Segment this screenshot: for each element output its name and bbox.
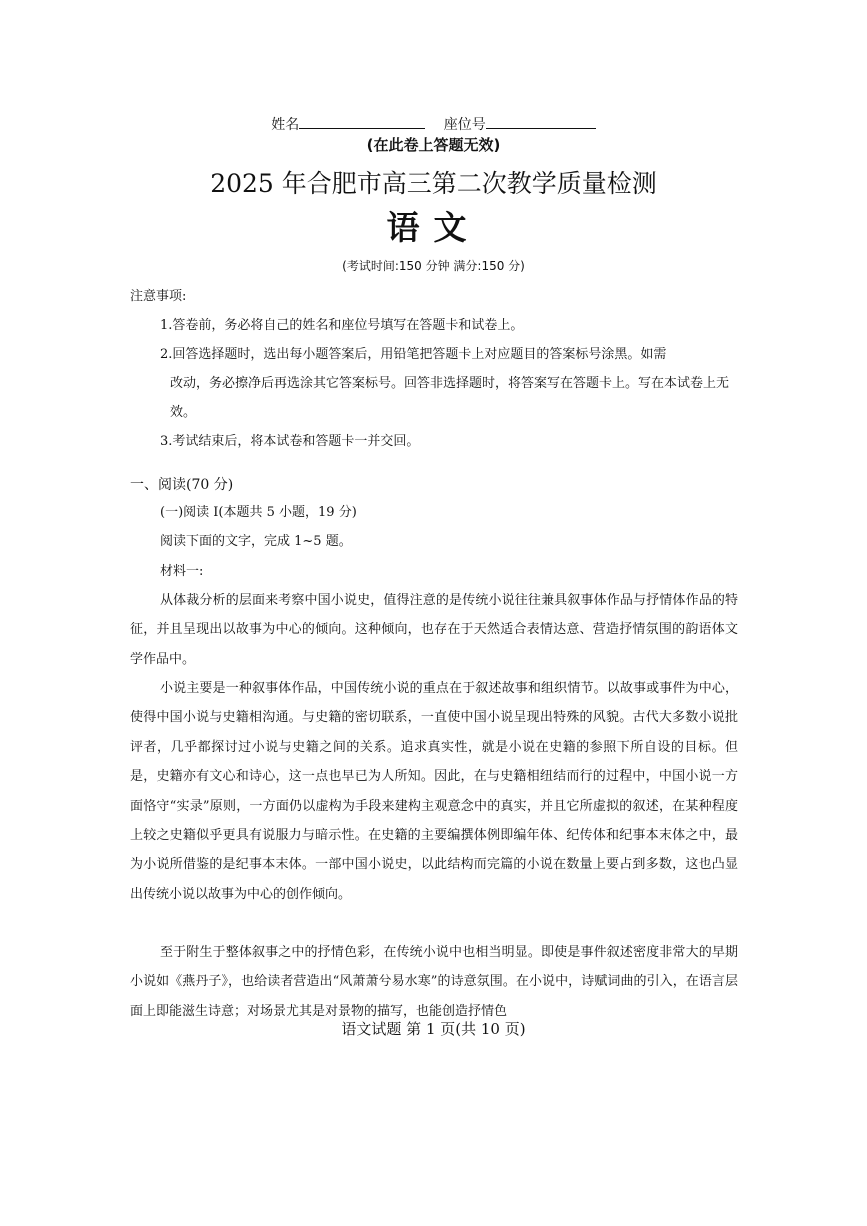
exam-title: 2025 年合肥市高三第二次教学质量检测: [210, 169, 657, 198]
paragraph: 从体裁分析的层面来考察中国小说史，值得注意的是传统小说往往兼具叙事体作品与抒情体作品的特征，并且呈现出以故事为中心的倾向。这种倾向，也存在于天然适合表情达意、营造抒情氛围的韵语体文学作品中。: [130, 593, 738, 667]
invalid-note: (在此卷上答题无效): [366, 136, 501, 154]
note-item-1: [160, 311, 745, 340]
name-blank: [299, 114, 425, 129]
exam-info: (考试时间:150 分钟 满分:150 分): [342, 259, 525, 273]
material-label: 材料一:: [160, 564, 204, 579]
note-text: 2.回答选择题时，选出每小题答案后，用铅笔把答题卡上对应题目的答案标号涂黑。如需: [160, 347, 667, 362]
subject-title: 语文: [386, 208, 481, 247]
candidate-info-line: [0, 114, 867, 135]
page-footer: 语文试题 第 1 页(共 10 页): [341, 1020, 526, 1038]
seat-blank: [486, 114, 596, 129]
reading-instruction: 阅读下面的文字，完成 1~5 题。: [160, 534, 352, 549]
paragraph: 至于附生于整体叙事之中的抒情色彩，在传统小说中也相当明显。即使是事件叙述密度非常大的早期小说如《燕丹子》，也给读者营造出“风萧萧兮易水寒”的诗意氛围。在小说中，诗赋词曲的引入，在语言层面上即能滋生诗意；对场景尤其是对景物的描写，也能创造抒情色: [130, 945, 738, 1019]
seat-label: 座位号: [443, 117, 486, 133]
paragraph: 小说主要是一种叙事体作品，中国传统小说的重点在于叙述故事和组织情节。以故事或事件为中心，使得中国小说与史籍相沟通。与史籍的密切联系，一直使中国小说呈现出特殊的风貌。古代大多数小说批评者，几乎都探讨过小说与史籍之间的关系。追求真实性，就是小说在史籍的参照下所自设的目标。但是，史籍亦有文心和诗心，这一点也早已为人所知。因此，在与史籍相纽结而行的过程中，中国小说一方面恪守“实录”原则，一方面仍以虚构为手段来建构主观意念中的真实，并且它所虚拟的叙述，在某种程度上较之史籍似乎更具有说服力与暗示性。在史籍的主要编撰体例即编年体、纪传体和纪事本末体之中，最为小说所借鉴的是纪事本末体。一部中国小说史，以此结构而完篇的小说在数量上要占到多数，这也凸显出传统小说以故事为中心的创作倾向。: [130, 681, 738, 902]
note-text: 3.考试结束后，将本试卷和答题卡一并交回。: [160, 434, 420, 449]
note-text: 1.答卷前，务必将自己的姓名和座位号填写在答题卡和试卷上。: [160, 318, 524, 333]
section-title: 一、阅读(70 分): [130, 477, 234, 493]
note-item-3: [160, 427, 745, 456]
note-item-2: [160, 340, 745, 427]
note-continuation: 改动，务必擦净后再选涂其它答案标号。回答非选择题时，将答案写在答题卡上。写在本试卷上无效。: [170, 376, 730, 420]
sub-section-title: (一)阅读 I(本题共 5 小题，19 分): [160, 505, 357, 520]
notes-title: 注意事项:: [130, 289, 187, 304]
name-label: 姓名: [271, 117, 300, 133]
